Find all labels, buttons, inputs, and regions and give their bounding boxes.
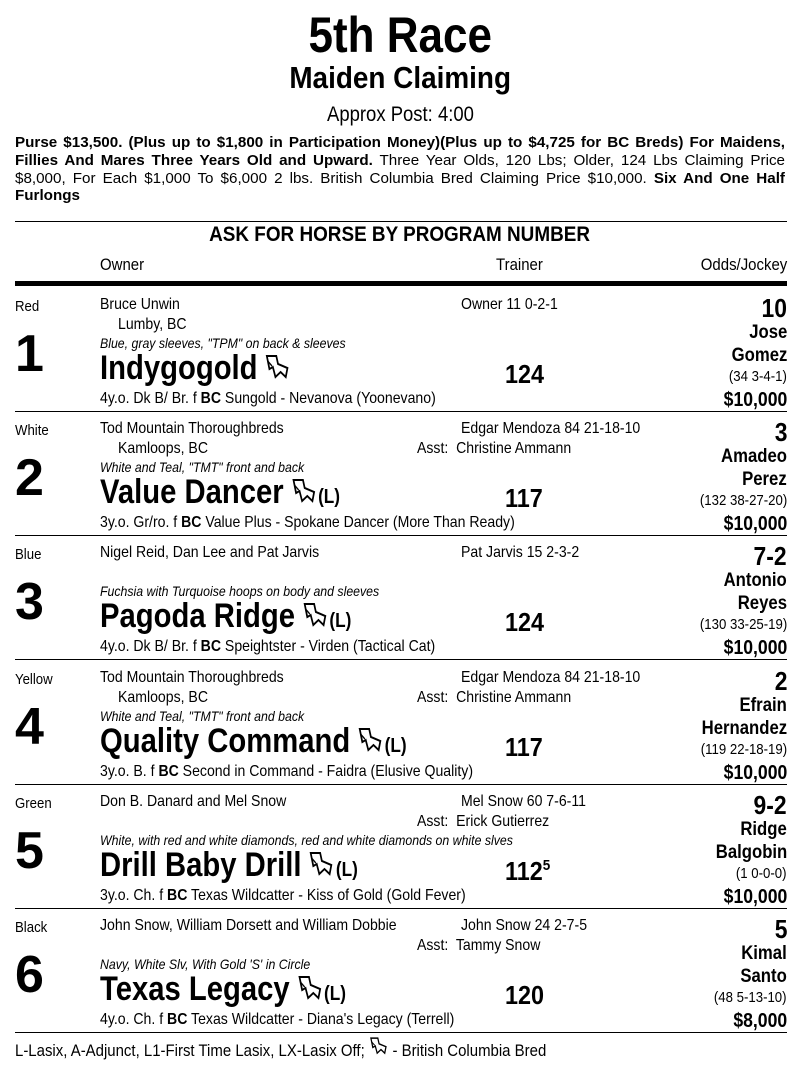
program-number: 1	[15, 325, 44, 383]
claiming-price: $8,000	[733, 1010, 787, 1032]
trainer: Edgar Mendoza 84 21-18-10	[461, 669, 641, 686]
morning-line-odds: 7-2	[753, 541, 787, 571]
bc-bred-flag: BC	[181, 514, 202, 531]
saddle-cloth-color: Red	[15, 298, 40, 315]
assistant-trainer	[417, 315, 421, 334]
jockey-first-name: Kimal	[741, 943, 787, 964]
owner-name: Bruce Unwin	[100, 296, 180, 313]
silks-description: White and Teal, "TMT" front and back	[100, 459, 305, 475]
horse-name	[100, 348, 323, 393]
jockey-last-name: Reyes	[737, 593, 787, 614]
bc-bred-flag: BC	[200, 638, 222, 655]
jockey-record: (1 0-0-0)	[736, 865, 787, 882]
claiming-price: $10,000	[723, 886, 787, 908]
horse-name-text: Quality Command	[100, 722, 351, 760]
trainer: Mel Snow 60 7-6-11	[461, 793, 586, 810]
jockey-last-name: Hernandez	[701, 718, 787, 739]
bc-bred-flag: BC	[200, 390, 222, 407]
legend-icon-text: - British Columbia Bred	[392, 1041, 547, 1060]
row-divider	[15, 659, 787, 660]
entry-row	[0, 412, 800, 536]
morning-line-odds: 3	[774, 417, 787, 447]
lasix-flag: (L)	[335, 859, 358, 881]
horse-name	[100, 969, 386, 1014]
horse-name-text: Texas Legacy	[100, 970, 290, 1008]
owner-name: John Snow, William Dorsett and William Dobbie	[100, 917, 397, 934]
conditions-weights: Three Year Olds, 120 Lbs; Older, 124 Lbs Claiming Price $8,000, For Each $1,000 To $6,000 2 lbs. British Columbia Bred Claiming Price $10,000.	[15, 151, 786, 187]
silks-description: White and Teal, "TMT" front and back	[100, 708, 305, 724]
owner-location: Lumby, BC	[118, 316, 187, 333]
owner-column-header: Owner	[100, 255, 145, 274]
horse-name-text: Value Dancer	[100, 473, 284, 511]
race-title: 5th Race	[308, 7, 492, 63]
jockey-first-name: Efrain	[739, 695, 787, 716]
entry-row	[0, 909, 800, 1033]
entry-row	[0, 288, 800, 412]
program-number: 2	[15, 449, 44, 507]
breeding: 3y.o. Ch. f BC Texas Wildcatter - Kiss of Gold (Gold Fever)	[100, 887, 466, 904]
owner-name: Tod Mountain Thoroughbreds	[100, 669, 284, 686]
breeding: 4y.o. Dk B/ Br. f BC Sungold - Nevanova (Yoonevano)	[100, 390, 436, 407]
saddle-cloth-color: White	[15, 422, 49, 439]
jockey-record: (48 5-13-10)	[714, 989, 787, 1006]
weight: 117	[505, 483, 543, 513]
bc-bred-icon	[297, 974, 323, 1002]
jockey-last-name: Santo	[740, 966, 787, 987]
header-rule	[15, 281, 787, 286]
bc-bred-icon	[302, 601, 328, 629]
assistant-trainer: Asst: Erick Gutierrez	[417, 813, 550, 830]
claiming-price: $10,000	[723, 637, 787, 659]
post-time: Approx Post: 4:00	[326, 103, 474, 126]
bc-bred-flag: BC	[158, 763, 179, 780]
morning-line-odds: 2	[774, 666, 787, 696]
weight: 120	[505, 980, 545, 1010]
race-distance: Six And One Half Furlongs	[15, 169, 785, 205]
horse-name	[100, 596, 392, 641]
saddle-cloth-color: Yellow	[15, 671, 53, 688]
row-divider	[15, 1032, 787, 1033]
trainer: Edgar Mendoza 84 21-18-10	[461, 420, 641, 437]
claiming-price: $10,000	[723, 389, 787, 411]
breeding: 4y.o. Ch. f BC Texas Wildcatter - Diana's Legacy (Terrell)	[100, 1011, 455, 1028]
race-conditions	[15, 134, 785, 205]
jockey-record: (132 38-27-20)	[699, 492, 787, 509]
owner-name: Nigel Reid, Dan Lee and Pat Jarvis	[100, 544, 320, 561]
breeding: 4y.o. Dk B/ Br. f BC Speightster - Virden (Tactical Cat)	[100, 638, 436, 655]
bc-bred-icon	[308, 850, 334, 878]
lasix-flag: (L)	[384, 735, 407, 757]
program-number: 4	[15, 698, 44, 756]
jockey-first-name: Antonio	[723, 570, 787, 591]
lasix-flag: (L)	[318, 486, 341, 508]
jockey-last-name: Balgobin	[715, 842, 787, 863]
jockey-first-name: Ridge	[740, 819, 787, 840]
morning-line-odds: 5	[774, 914, 787, 944]
morning-line-odds: 10	[761, 293, 787, 323]
saddle-cloth-color: Blue	[15, 546, 42, 563]
morning-line-odds: 9-2	[753, 790, 787, 820]
horse-name	[100, 845, 400, 890]
horse-name-text: Indygogold	[100, 349, 258, 387]
ask-banner: ASK FOR HORSE BY PROGRAM NUMBER	[209, 223, 591, 246]
legend-text: L-Lasix, A-Adjunct, L1-First Time Lasix, LX-Lasix Off;	[15, 1041, 365, 1060]
conditions-purse: Purse $13,500. (Plus up to $1,800 in Participation Money)(Plus up to $4,725 for BC Breds) For Maidens, Fillies And Mares Three Years Old and Upward.	[15, 134, 785, 169]
program-number: 6	[15, 946, 44, 1004]
jockey-last-name: Perez	[742, 469, 787, 490]
bc-bred-icon	[357, 726, 383, 754]
trainer: John Snow 24 2-7-5	[461, 917, 588, 934]
assistant-trainer: Asst: Tammy Snow	[417, 937, 541, 954]
horse-name	[100, 472, 379, 517]
trainer: Owner 11 0-2-1	[461, 296, 558, 313]
jockey-last-name: Gomez	[731, 345, 787, 366]
owner-name: Tod Mountain Thoroughbreds	[100, 420, 284, 437]
bc-bred-icon	[264, 353, 290, 381]
lasix-flag: (L)	[324, 983, 347, 1005]
weight: 124	[505, 607, 545, 637]
weight: 117	[505, 732, 543, 762]
jockey-record: (130 33-25-19)	[699, 616, 787, 633]
weight: 124	[505, 359, 545, 389]
silks-description: Fuchsia with Turquoise hoops on body and sleeves	[100, 583, 380, 599]
bc-bred-icon	[291, 477, 317, 505]
horse-name-text: Drill Baby Drill	[100, 846, 302, 884]
race-type: Maiden Claiming	[289, 60, 511, 95]
silks-description: Navy, White Slv, With Gold 'S' in Circle	[100, 956, 311, 972]
lasix-flag: (L)	[329, 610, 352, 632]
breeding: 3y.o. B. f BC Second in Command - Faidra (Elusive Quality)	[100, 763, 474, 780]
jockey-record: (119 22-18-19)	[700, 741, 787, 758]
entry-row	[0, 785, 800, 909]
jockey-first-name: Jose	[748, 322, 787, 343]
program-number: 5	[15, 822, 44, 880]
assistant-trainer	[417, 563, 421, 582]
silks-description: Blue, gray sleeves, "TPM" on back & sleeves	[100, 335, 346, 351]
owner-location: Kamloops, BC	[118, 689, 208, 706]
weight: $112^5$	[505, 856, 551, 886]
trainer-column-header: Trainer	[496, 255, 543, 274]
legend	[15, 1036, 619, 1062]
program-number: 3	[15, 573, 44, 631]
owner-name: Don B. Danard and Mel Snow	[100, 793, 287, 810]
bc-bred-icon	[369, 1036, 388, 1056]
weight-allowance: 5	[542, 857, 551, 874]
owner-location: Kamloops, BC	[118, 440, 208, 457]
bc-bred-flag: BC	[167, 887, 188, 904]
assistant-trainer: Asst: Christine Ammann	[417, 440, 572, 457]
horse-name	[100, 721, 456, 766]
bc-bred-flag: BC	[167, 1011, 188, 1028]
jockey-record: (34 3-4-1)	[729, 368, 787, 385]
entry-row	[0, 536, 800, 660]
assistant-trainer: Asst: Christine Ammann	[417, 689, 572, 706]
breeding: 3y.o. Gr/ro. f BC Value Plus - Spokane Dancer (More Than Ready)	[100, 514, 515, 531]
odds-jockey-column-header: Odds/Jockey	[700, 255, 787, 274]
claiming-price: $10,000	[723, 513, 787, 535]
entry-row	[0, 661, 800, 785]
claiming-price: $10,000	[723, 762, 787, 784]
saddle-cloth-color: Green	[15, 795, 52, 812]
saddle-cloth-color: Black	[15, 919, 48, 936]
horse-name-text: Pagoda Ridge	[100, 597, 295, 635]
jockey-first-name: Amadeo	[721, 446, 787, 467]
trainer: Pat Jarvis 15 2-3-2	[461, 544, 580, 561]
silks-description: White, with red and white diamonds, red and white diamonds on white slves	[100, 832, 513, 848]
